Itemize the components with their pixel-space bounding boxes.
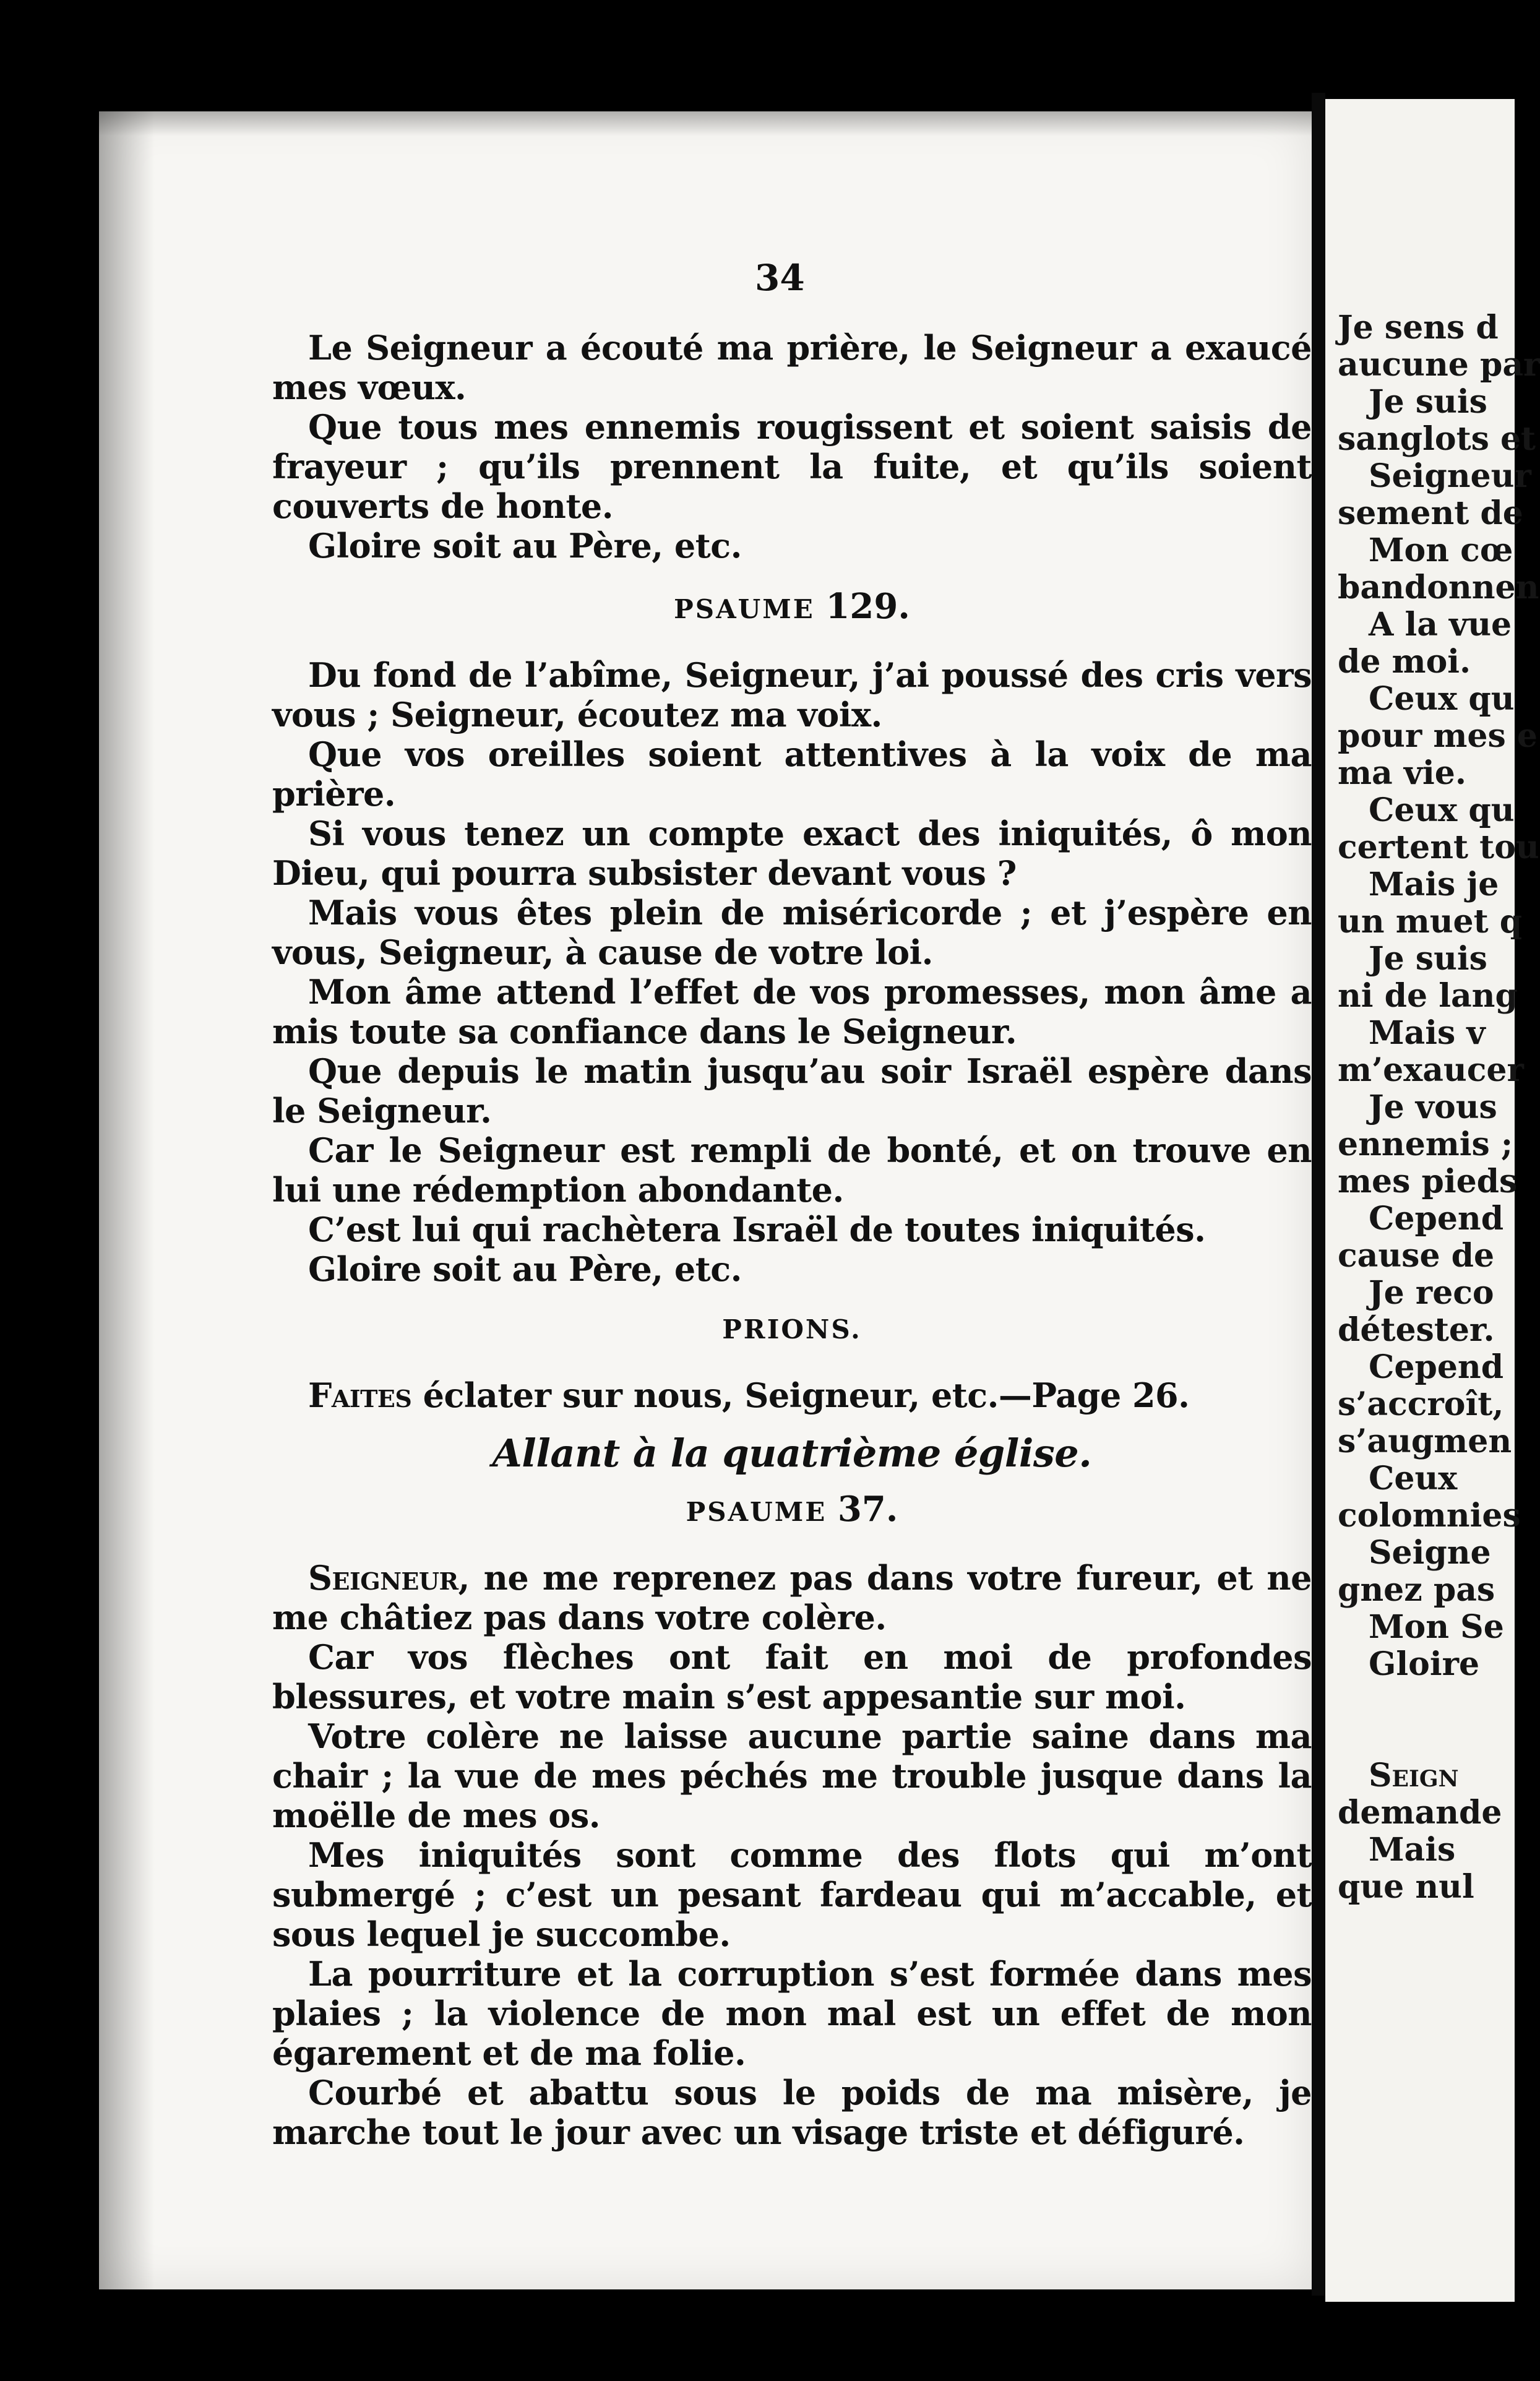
section-subtitle: Allant à la quatrième église.	[492, 1431, 1092, 1476]
right-line: de moi.	[1338, 643, 1471, 681]
right-line: Je suis	[1369, 940, 1487, 978]
right-line: ennemis ;	[1338, 1126, 1513, 1163]
right-line: certent tou	[1338, 829, 1539, 866]
book-gutter	[1312, 93, 1325, 2296]
verse: Votre colère ne laisse aucune partie saine dans ma chair ; la vue de mes péchés me trouble jusque dans la moëlle de mes os.	[272, 1716, 1312, 1835]
right-line: Ceux qu	[1369, 791, 1515, 829]
right-line: s’augmen	[1338, 1423, 1512, 1460]
right-line: cause de	[1338, 1237, 1495, 1275]
verse: Gloire soit au Père, etc.	[308, 526, 742, 566]
prayer-rest: éclater sur nous, Seigneur, etc.—Page 26.	[411, 1376, 1190, 1415]
verse: Car vos flèches ont fait en moi de profondes blessures, et votre main s’est appesantie sur moi.	[272, 1637, 1312, 1716]
verse	[272, 1558, 1312, 1637]
verse: Que tous mes ennemis rougissent et soient saisis de frayeur ; qu’ils prennent la fuite, et qu’ils soient couverts de honte.	[272, 407, 1312, 526]
psalm-heading-number: 129.	[825, 586, 910, 627]
right-line: mes pieds	[1338, 1163, 1518, 1200]
verse: C’est lui qui rachètera Israël de toutes iniquités.	[308, 1210, 1206, 1249]
verse: Mais vous êtes plein de miséricorde ; et j’espère en vous, Seigneur, à cause de votre loi.	[272, 893, 1312, 972]
right-line: aucune par	[1338, 346, 1540, 384]
right-line: gnez pas	[1338, 1571, 1495, 1609]
right-line	[1338, 1720, 1540, 1757]
left-page-text	[272, 328, 1312, 2152]
right-line: Ceux qu	[1369, 680, 1515, 718]
verse: La pourriture et la corruption s’est formée dans mes plaies ; la violence de mon mal est un effet de mon égarement et de ma folie.	[272, 1954, 1312, 2073]
right-line: Je vous	[1369, 1088, 1497, 1126]
right-line: ni de lang	[1338, 977, 1518, 1015]
right-line: Mon Se	[1369, 1608, 1504, 1646]
verse-first-word: Seigneur	[308, 1558, 458, 1598]
right-line: Mais	[1369, 1831, 1456, 1869]
right-line: Je suis	[1369, 383, 1487, 421]
right-line: pour mes e	[1338, 717, 1538, 755]
psalm-heading-word: PSAUME	[686, 1497, 827, 1527]
verse: Que depuis le matin jusqu’au soir Israël espère dans le Seigneur.	[272, 1051, 1312, 1130]
right-line: détester.	[1338, 1311, 1495, 1349]
right-line: Seign	[1369, 1757, 1459, 1794]
right-line: que nul	[1338, 1868, 1474, 1906]
right-line: ma vie.	[1338, 754, 1466, 792]
verse: Mes iniquités sont comme des flots qui m’ont submergé ; c’est un pesant fardeau qui m’accable, et sous lequel je succombe.	[272, 1835, 1312, 1954]
psalm-heading-number: 37.	[837, 1489, 898, 1530]
verse: Si vous tenez un compte exact des iniquités, ô mon Dieu, qui pourra subsister devant vous ?	[272, 814, 1312, 893]
prayer-first-word: Faites	[308, 1376, 412, 1415]
right-page-text	[1338, 309, 1540, 1906]
verse: Car le Seigneur est rempli de bonté, et on trouve en lui une rédemption abondante.	[272, 1130, 1312, 1210]
right-line: Mais v	[1369, 1014, 1486, 1052]
prions-heading: PRIONS.	[722, 1314, 862, 1345]
verse: Courbé et abattu sous le poids de ma misère, je marche tout le jour avec un visage triste et défiguré.	[272, 2073, 1312, 2152]
right-line: Seigne	[1369, 1534, 1491, 1572]
verse: Gloire soit au Père, etc.	[308, 1249, 742, 1289]
right-line: Seigneur	[1369, 457, 1531, 495]
right-line: Mon cœ	[1369, 532, 1513, 569]
verse: Mon âme attend l’effet de vos promesses, mon âme a mis toute sa confiance dans le Seigneur.	[272, 972, 1312, 1051]
right-line: m’exaucer	[1338, 1051, 1524, 1089]
right-line: Cepend	[1369, 1348, 1504, 1386]
right-line: Mais je	[1369, 866, 1499, 903]
prayer-line	[272, 1376, 1312, 1415]
verse: Que vos oreilles soient attentives à la voix de ma prière.	[272, 734, 1312, 814]
right-line: bandonnen	[1338, 569, 1539, 606]
verse: Le Seigneur a écouté ma prière, le Seigneur a exaucé mes vœux.	[272, 328, 1312, 407]
psalm-heading-word: PSAUME	[674, 594, 815, 624]
right-line	[1338, 1683, 1540, 1720]
verse: Du fond de l’abîme, Seigneur, j’ai poussé des cris vers vous ; Seigneur, écoutez ma voix.	[272, 655, 1312, 734]
right-line: Ceux	[1369, 1460, 1458, 1497]
page-number: 34	[755, 257, 805, 299]
right-line: sanglots et	[1338, 420, 1536, 458]
right-line: Je reco	[1369, 1274, 1494, 1312]
right-line: Je sens d	[1338, 309, 1499, 347]
right-line: Gloire	[1369, 1645, 1480, 1683]
right-line: demande	[1338, 1794, 1502, 1832]
right-page	[1325, 99, 1540, 2302]
right-line: s’accroît,	[1338, 1385, 1504, 1423]
verse-rest: , ne me reprenez pas dans votre fureur, et ne me châtiez pas dans votre colère.	[272, 1558, 1312, 1637]
psalm-heading-129	[272, 587, 1312, 629]
right-line: colomnies	[1338, 1497, 1521, 1535]
psalm-heading-37	[272, 1489, 1312, 1532]
right-line: un muet q	[1338, 903, 1523, 941]
right-line: A la vue	[1369, 606, 1512, 644]
right-line: Cepend	[1369, 1200, 1504, 1238]
right-line: sement de	[1338, 494, 1523, 532]
